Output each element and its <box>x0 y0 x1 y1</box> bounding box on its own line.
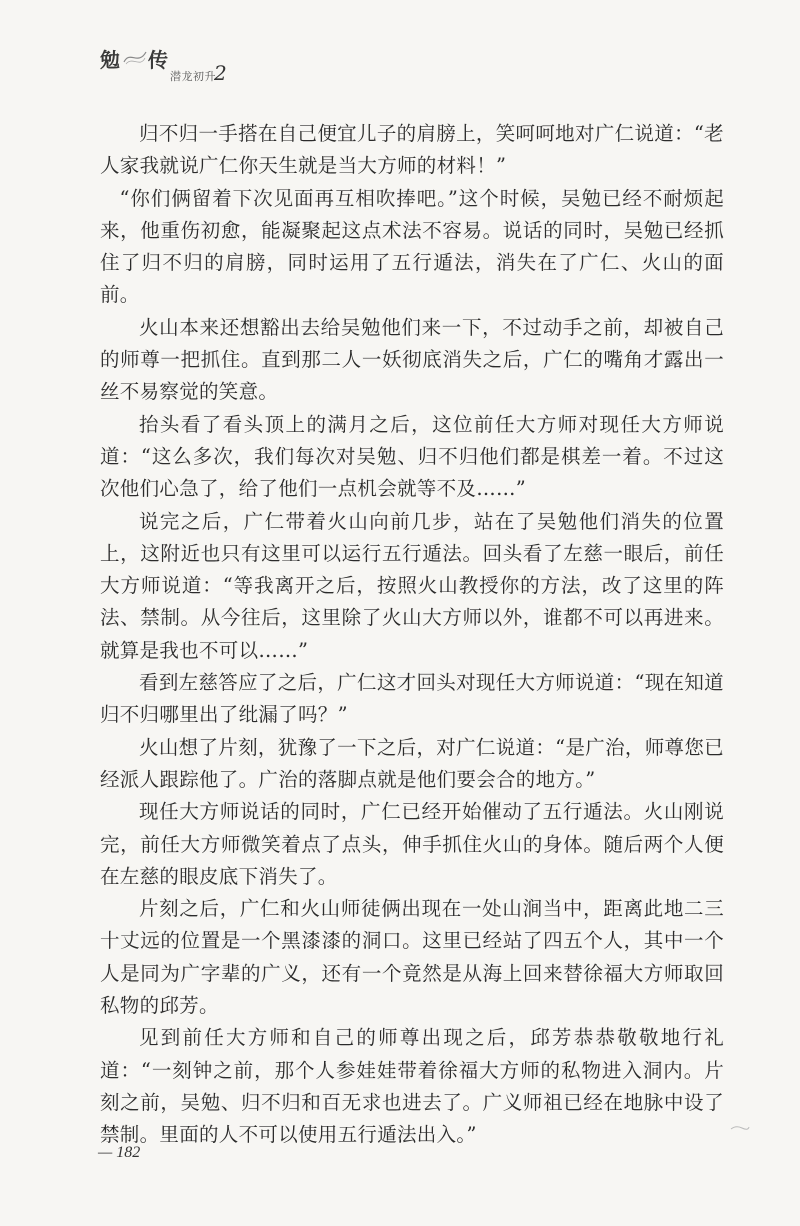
running-header <box>96 44 256 94</box>
volume-number: 2 <box>214 61 227 85</box>
book-subtitle: 潜龙初升 <box>170 70 216 83</box>
body-text <box>100 118 724 1152</box>
paragraph: 片刻之后，广仁和火山师徒俩出现在一处山涧当中，距离此地二三十丈远的位置是一个黑漆漆的洞口。这里已经站了四五个人，其中一个人是同为广字辈的广义，还有一个竟然是从海上回来替徐福大方师取回私物的邱芳。 <box>100 897 724 1018</box>
book-title-char-1: 勉 <box>100 48 120 72</box>
decorative-swirl-icon <box>122 46 148 68</box>
book-title-char-2: 传 <box>148 48 168 72</box>
scan-speck <box>730 1124 750 1132</box>
paragraph: 火山想了片刻，犹豫了一下之后，对广仁说道：“是广治，师尊您已经派人跟踪他了。广治的落脚点就是他们要会合的地方。” <box>100 735 724 791</box>
paragraph: 抬头看了看头顶上的满月之后，这位前任大方师对现任大方师说道：“这么多次，我们每次对吴勉、归不归他们都是棋差一着。不过这次他们心急了，给了他们一点机会就等不及……” <box>100 412 724 501</box>
paragraph: “你们俩留着下次见面再互相吹捧吧。”这个时候，吴勉已经不耐烦起来，他重伤初愈，能凝聚起这点术法不容易。说话的同时，吴勉已经抓住了归不归的肩膀，同时运用了五行遁法，消失在了广仁、火山的面前。 <box>100 186 724 307</box>
paragraph: 见到前任大方师和自己的师尊出现之后，邱芳恭恭敬敬地行礼道：“一刻钟之前，那个人参娃娃带着徐福大方师的私物进入洞内。片刻之前，吴勉、归不归和百无求也进去了。广义师祖已经在地脉中设了禁制。里面的人不可以使用五行遁法出入。” <box>100 1026 724 1147</box>
paragraph: 看到左慈答应了之后，广仁这才回头对现任大方师说道：“现在知道归不归哪里出了纰漏了吗？” <box>100 671 724 727</box>
paragraph: 火山本来还想豁出去给吴勉他们来一下，不过动手之前，却被自己的师尊一把抓住。直到那二人一妖彻底消失之后，广仁的嘴角才露出一丝不易察觉的笑意。 <box>100 315 724 404</box>
page-number: — 182 <box>98 1144 141 1161</box>
paragraph: 归不归一手搭在自己便宜儿子的肩膀上，笑呵呵地对广仁说道：“老人家我就说广仁你天生就是当大方师的材料！” <box>100 122 724 178</box>
paragraph: 现任大方师说话的同时，广仁已经开始催动了五行遁法。火山刚说完，前任大方师微笑着点了点头，伸手抓住火山的身体。随后两个人便在左慈的眼皮底下消失了。 <box>100 800 724 888</box>
paragraph: 说完之后，广仁带着火山向前几步，站在了吴勉他们消失的位置上，这附近也只有这里可以运行五行遁法。回头看了左慈一眼后，前任大方师说道：“等我离开之后，按照火山教授你的方法，改了这里的阵法、禁制。从今往后，这里除了火山大方师以外，谁都不可以再进来。就算是我也不可以……” <box>100 509 724 662</box>
